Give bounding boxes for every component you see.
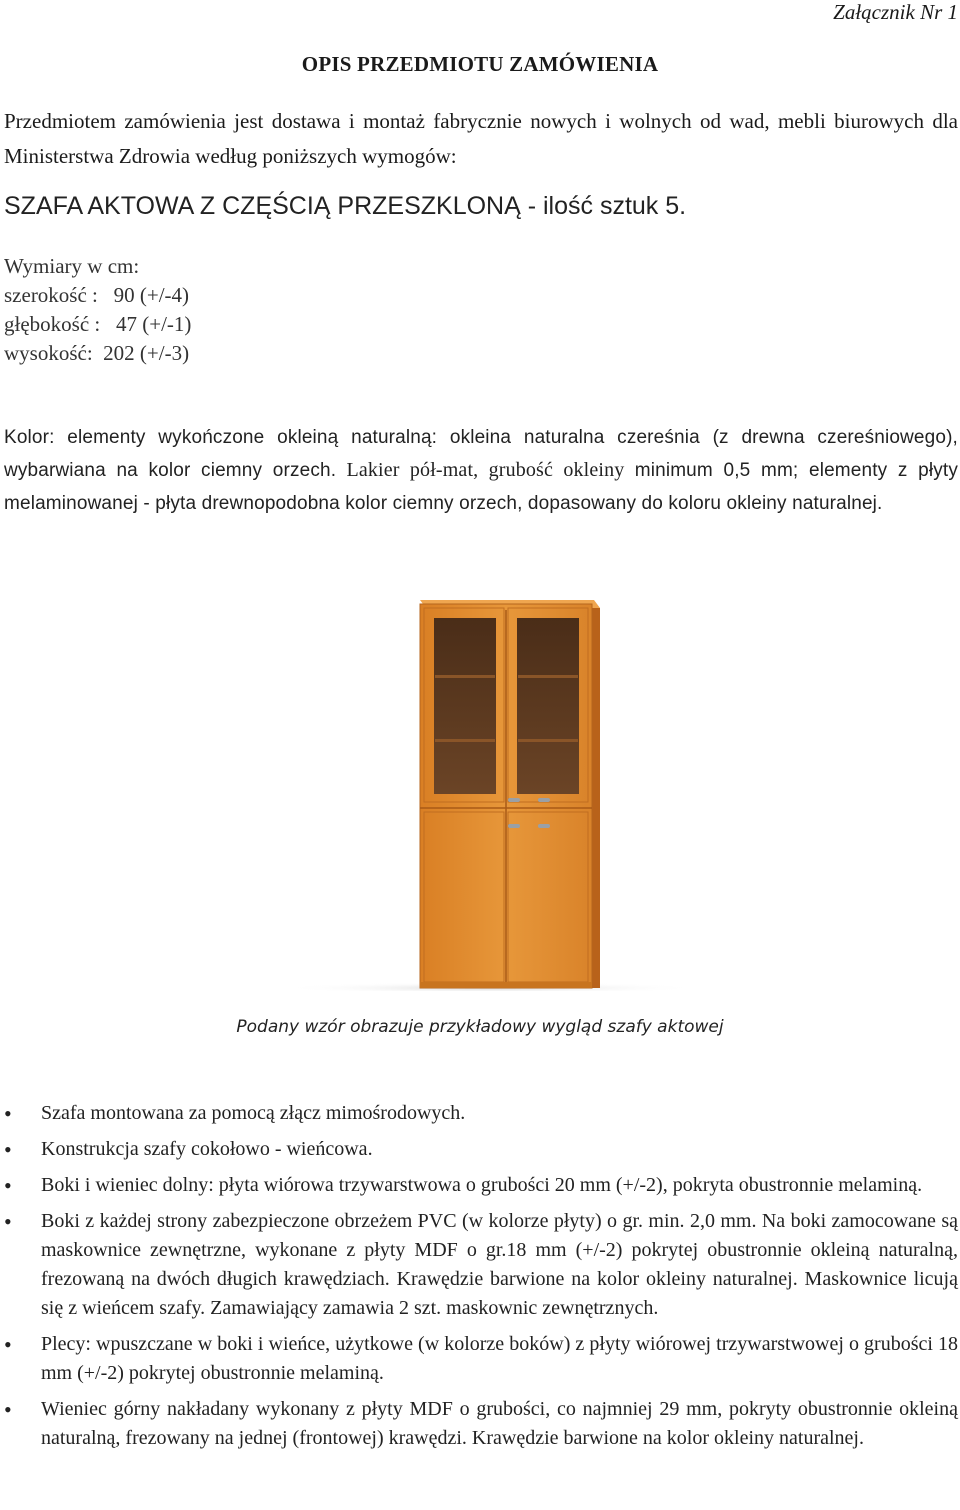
feature-list bbox=[0, 1099, 958, 1460]
color-spec-part1: Kolor: elementy wykończone okleiną naturalną: okleina naturalna czereśnia (z drewna czereśniowego), wybarwiana na kolor ciemny orzech. bbox=[4, 427, 958, 481]
glass-pane-right bbox=[517, 618, 579, 794]
cabinet-image bbox=[228, 596, 736, 991]
handle-glass-left bbox=[508, 798, 520, 802]
list-item: • Plecy: wpuszczane w boki i wieńce, użytkowe (w kolorze boków) z płyty wiórowej trzywarstwowej o grubości 18 mm (+/-2) pokrytej obustronnie melaminą. bbox=[0, 1330, 958, 1388]
cabinet-plinth bbox=[420, 982, 592, 988]
handle-door-left bbox=[508, 824, 520, 828]
dimension-width: szerokość : 90 (+/-4) bbox=[4, 283, 190, 307]
dimension-depth: głębokość : 47 (+/-1) bbox=[4, 312, 192, 336]
document-title: OPIS PRZEDMIOTU ZAMÓWIENIA bbox=[301, 52, 659, 76]
glass-pane-left bbox=[434, 618, 496, 794]
color-paragraph bbox=[4, 421, 958, 520]
handle-door-right bbox=[538, 824, 550, 828]
list-item: • Boki z każdej strony zabezpieczone obrzeżem PVC (w kolorze płyty) o gr. min. 2,0 mm. Na boki zamocowane są maskownice zewnętrzne, wykonane z płyty MDF o gr.18 mm (+/-2) pokrytej obustronnie okleiną naturalną, frezowaną na dwóch długich krawędziach. Krawędzie barwione na kolor okleiny naturalnej. Maskownice licują się z wieńcem szafy. Zamawiający zamawia 2 szt. maskownic zewnętrznych. bbox=[0, 1207, 958, 1323]
dimension-height: wysokość: 202 (+/-3) bbox=[4, 341, 190, 365]
dimensions-block bbox=[4, 252, 191, 368]
dimensions-heading: Wymiary w cm: bbox=[4, 254, 140, 278]
handle-glass-right bbox=[538, 798, 550, 802]
list-item: • Wieniec górny nakładany wykonany z płyty MDF o grubości, co najmniej 29 mm, pokryty obustronnie okleiną naturalną, frezowany na jednej (frontowej) krawędzi. Krawędzie barwione na kolor okleiny naturalnej. bbox=[0, 1395, 958, 1453]
list-item: • Szafa montowana za pomocą złącz mimośrodowych. bbox=[0, 1099, 958, 1128]
image-caption: Podany wzór obrazuje przykładowy wygląd szafy aktowej bbox=[236, 1017, 724, 1037]
intro-paragraph: Przedmiotem zamówienia jest dostawa i montaż fabrycznie nowych i wolnych od wad, mebli biurowych dla Ministerstwa Zdrowia według poniższych wymogów: bbox=[4, 109, 958, 168]
annex-label: Załącznik Nr 1 bbox=[833, 0, 958, 24]
color-spec-part2: Lakier pół-mat, grubość okleiny bbox=[336, 459, 635, 481]
color-spec-part3: minimum 0,5 mm; elementy z płyty melaminowanej - płyta drewnopodobna kolor ciemny orzech, dopasowany do koloru okleiny naturalnej. bbox=[4, 460, 958, 514]
item-title: SZAFA AKTOWA Z CZĘŚCIĄ PRZESZKLONĄ - ilość sztuk 5. bbox=[4, 192, 687, 220]
list-item: • Boki i wieniec dolny: płyta wiórowa trzywarstwowa o grubości 20 mm (+/-2), pokryta obustronnie melaminą. bbox=[0, 1171, 958, 1200]
list-item: • Konstrukcja szafy cokołowo - wieńcowa. bbox=[0, 1135, 958, 1164]
